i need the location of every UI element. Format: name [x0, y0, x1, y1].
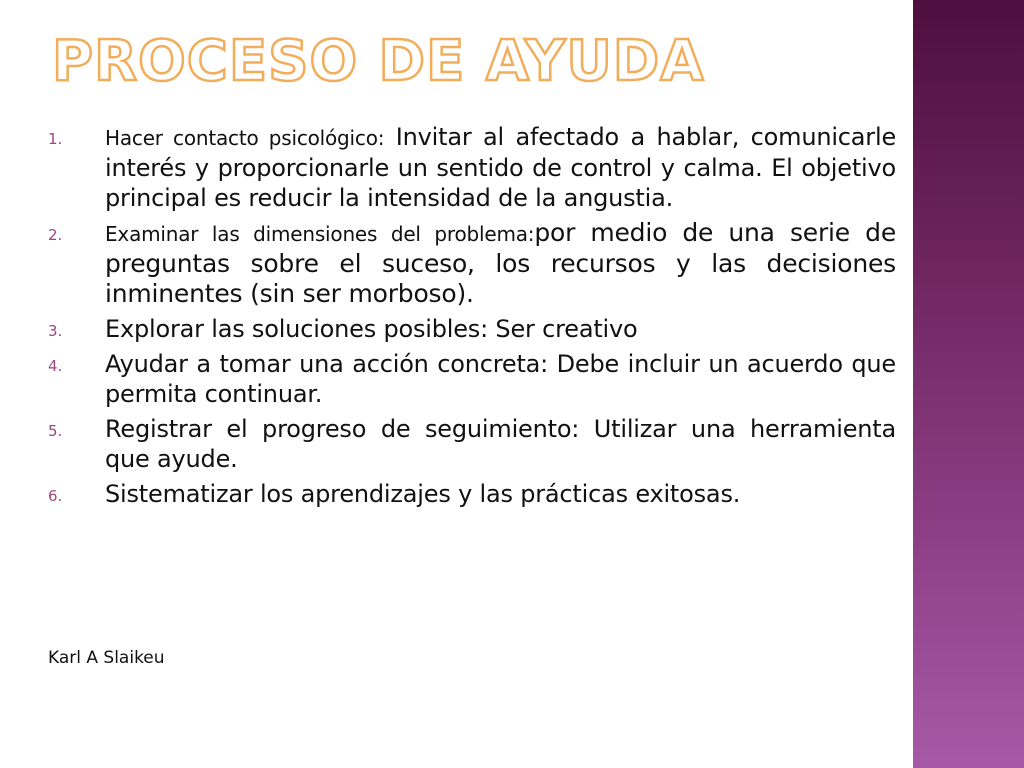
item-number: 5. [48, 422, 63, 440]
item-body [105, 218, 896, 309]
list-item [48, 218, 896, 309]
item-body [105, 314, 896, 344]
item-text: Explorar las soluciones posibles: Ser creativo [105, 315, 638, 343]
list-item [48, 349, 896, 409]
decorative-sidebar [913, 0, 1024, 768]
numbered-list [48, 122, 896, 514]
item-number: 3. [48, 322, 63, 340]
item-body [105, 122, 896, 213]
item-lead: Examinar las dimensiones del problema: [105, 222, 535, 246]
item-number: 6. [48, 487, 63, 505]
list-item [48, 479, 896, 509]
item-body [105, 349, 896, 409]
item-text: Sistematizar los aprendizajes y las prácticas exitosas. [105, 480, 741, 508]
item-text: Ayudar a tomar una acción concreta: Debe incluir un acuerdo que permita continuar. [105, 350, 896, 408]
item-number: 1. [48, 130, 63, 148]
item-number: 4. [48, 357, 63, 375]
slide-title: PROCESO DE AYUDA [52, 29, 705, 94]
list-item [48, 122, 896, 213]
author-credit: Karl A Slaikeu [48, 648, 165, 668]
item-text: por medio de una serie de preguntas sobre el suceso, los recursos y las decisiones inminentes (sin ser morboso). [105, 218, 896, 308]
list-item [48, 314, 896, 344]
item-lead: Hacer contacto psicológico: [105, 126, 385, 150]
list-item [48, 414, 896, 474]
item-text: Registrar el progreso de seguimiento: Utilizar una herramienta que ayude. [105, 415, 896, 473]
item-text: Invitar al afectado a hablar, comunicarle interés y proporcionarle un sentido de control y calma. El objetivo principal es reducir la intensidad de la angustia. [105, 123, 897, 212]
item-body [105, 479, 896, 509]
item-number: 2. [48, 226, 63, 244]
item-body [105, 414, 896, 474]
